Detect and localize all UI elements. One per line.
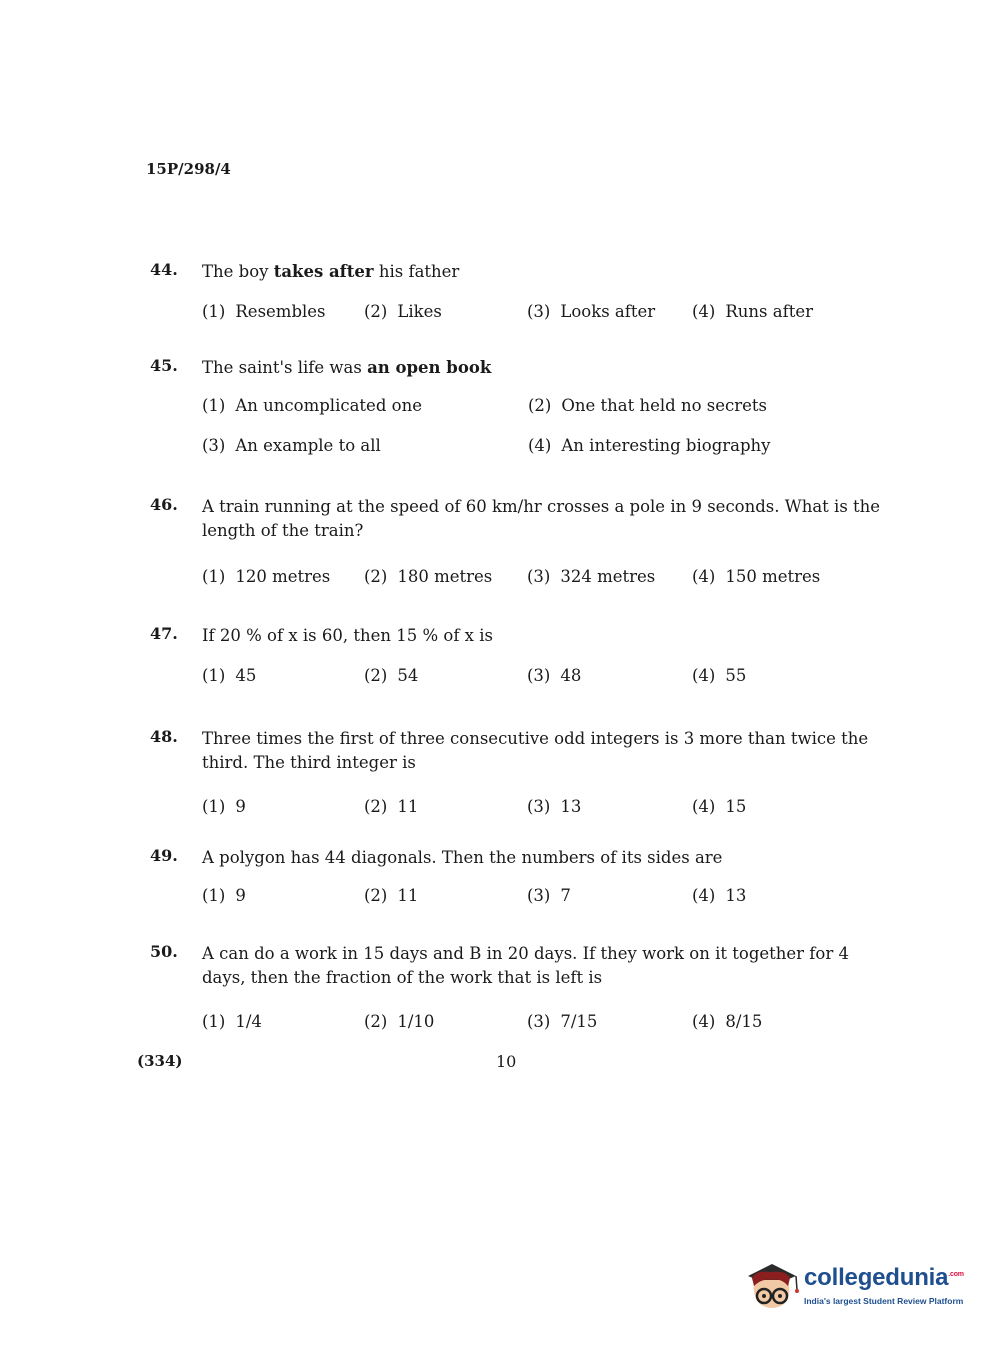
question-text bbox=[202, 727, 885, 775]
option-number: (4) bbox=[528, 436, 552, 455]
option-number: (1) bbox=[202, 302, 226, 321]
option-number: (2) bbox=[364, 1012, 388, 1031]
option-2 bbox=[364, 886, 527, 905]
question-text-part: If 20 % of x is 60, then 15 % of x is bbox=[202, 626, 493, 645]
option-text: Resembles bbox=[235, 302, 326, 321]
option-number: (1) bbox=[202, 797, 226, 816]
option-text: An uncomplicated one bbox=[235, 396, 422, 415]
question-number: 44. bbox=[150, 260, 178, 279]
option-3 bbox=[527, 1012, 692, 1031]
options-row bbox=[202, 886, 862, 905]
option-2 bbox=[364, 567, 527, 586]
question-text-part: The boy bbox=[202, 262, 274, 281]
question-text-part: his father bbox=[373, 262, 460, 281]
option-number: (2) bbox=[364, 567, 388, 586]
question-number: 49. bbox=[150, 846, 178, 865]
question-number: 50. bbox=[150, 942, 178, 961]
option-2 bbox=[528, 396, 854, 415]
options-row bbox=[202, 436, 854, 455]
option-1 bbox=[202, 567, 364, 586]
question-text bbox=[202, 356, 885, 380]
option-number: (3) bbox=[527, 797, 551, 816]
option-2 bbox=[364, 302, 527, 321]
option-number: (4) bbox=[692, 1012, 716, 1031]
option-text: 11 bbox=[397, 886, 419, 905]
option-text: 15 bbox=[725, 797, 747, 816]
question-text-part: A can do a work in 15 days and B in 20 days. If they work on it together for 4 days, then the fraction of the work that is left is bbox=[202, 944, 849, 987]
option-3 bbox=[527, 567, 692, 586]
option-3 bbox=[527, 666, 692, 685]
option-text: 55 bbox=[725, 666, 747, 685]
option-1 bbox=[202, 396, 528, 415]
option-text: One that held no secrets bbox=[561, 396, 768, 415]
option-3 bbox=[527, 302, 692, 321]
question-row bbox=[150, 495, 885, 543]
option-text: 7 bbox=[560, 886, 571, 905]
question-number: 46. bbox=[150, 495, 178, 514]
option-3 bbox=[527, 886, 692, 905]
option-number: (4) bbox=[692, 302, 716, 321]
question-text bbox=[202, 260, 885, 284]
question-row bbox=[150, 356, 885, 380]
question-text-highlight: an open book bbox=[367, 358, 492, 377]
option-4 bbox=[692, 886, 862, 905]
option-1 bbox=[202, 797, 364, 816]
option-text: 1/4 bbox=[235, 1012, 262, 1031]
option-number: (4) bbox=[692, 886, 716, 905]
question-row bbox=[150, 260, 885, 284]
student-mascot-icon bbox=[742, 1256, 800, 1316]
option-1 bbox=[202, 1012, 364, 1031]
options-row bbox=[202, 1012, 862, 1031]
option-text: 1/10 bbox=[397, 1012, 435, 1031]
question-49 bbox=[150, 846, 885, 905]
options-row bbox=[202, 666, 862, 685]
question-48 bbox=[150, 727, 885, 816]
option-text: 9 bbox=[235, 886, 246, 905]
question-47 bbox=[150, 624, 885, 685]
option-number: (3) bbox=[202, 436, 226, 455]
question-text-part: A train running at the speed of 60 km/hr crosses a pole in 9 seconds. What is the length of the train? bbox=[202, 497, 881, 540]
option-text: 324 metres bbox=[560, 567, 656, 586]
option-number: (1) bbox=[202, 1012, 226, 1031]
option-1 bbox=[202, 886, 364, 905]
question-row bbox=[150, 624, 885, 648]
question-text-part: The saint's life was bbox=[202, 358, 368, 377]
option-1 bbox=[202, 302, 364, 321]
option-number: (1) bbox=[202, 886, 226, 905]
option-text: 48 bbox=[560, 666, 582, 685]
option-4 bbox=[692, 1012, 862, 1031]
option-1 bbox=[202, 666, 364, 685]
question-text bbox=[202, 495, 885, 543]
option-text: 150 metres bbox=[725, 567, 821, 586]
option-text: 9 bbox=[235, 797, 246, 816]
option-4 bbox=[528, 436, 854, 455]
option-number: (3) bbox=[527, 567, 551, 586]
question-number: 48. bbox=[150, 727, 178, 746]
option-number: (2) bbox=[364, 666, 388, 685]
option-number: (2) bbox=[364, 302, 388, 321]
page-number: 10 bbox=[496, 1052, 517, 1071]
option-text: 180 metres bbox=[397, 567, 493, 586]
option-text: 8/15 bbox=[725, 1012, 763, 1031]
option-number: (1) bbox=[202, 666, 226, 685]
logo-tagline: India's largest Student Review Platform bbox=[804, 1296, 964, 1306]
options-row bbox=[202, 302, 862, 321]
option-text: 120 metres bbox=[235, 567, 331, 586]
question-row bbox=[150, 942, 885, 990]
option-4 bbox=[692, 567, 862, 586]
option-number: (3) bbox=[527, 1012, 551, 1031]
question-text bbox=[202, 846, 885, 870]
question-text bbox=[202, 624, 885, 648]
paper-code: 15P/298/4 bbox=[146, 160, 231, 178]
option-number: (2) bbox=[364, 886, 388, 905]
option-text: Runs after bbox=[725, 302, 813, 321]
question-45 bbox=[150, 356, 885, 455]
question-50 bbox=[150, 942, 885, 1031]
option-text: 54 bbox=[397, 666, 419, 685]
question-row bbox=[150, 727, 885, 775]
footer-code: (334) bbox=[137, 1052, 183, 1070]
option-text: 7/15 bbox=[560, 1012, 598, 1031]
option-number: (2) bbox=[528, 396, 552, 415]
option-text: 11 bbox=[397, 797, 419, 816]
logo-wordmark: collegedunia$^{.com}$ bbox=[804, 1264, 964, 1291]
option-text: An example to all bbox=[235, 436, 381, 455]
option-text: 13 bbox=[725, 886, 747, 905]
option-2 bbox=[364, 666, 527, 685]
options-row bbox=[202, 797, 862, 816]
option-2 bbox=[364, 1012, 527, 1031]
option-number: (4) bbox=[692, 567, 716, 586]
option-number: (3) bbox=[527, 666, 551, 685]
option-number: (1) bbox=[202, 567, 226, 586]
option-4 bbox=[692, 797, 862, 816]
question-text-part: Three times the first of three consecutive odd integers is 3 more than twice the third. The third integer is bbox=[202, 729, 869, 772]
question-text-highlight: takes after bbox=[273, 262, 374, 281]
option-number: (2) bbox=[364, 797, 388, 816]
option-2 bbox=[364, 797, 527, 816]
option-text: An interesting biography bbox=[561, 436, 771, 455]
question-44 bbox=[150, 260, 885, 321]
options-row bbox=[202, 567, 862, 586]
option-4 bbox=[692, 302, 862, 321]
option-text: 45 bbox=[235, 666, 257, 685]
option-text: 13 bbox=[560, 797, 582, 816]
question-number: 45. bbox=[150, 356, 178, 375]
option-number: (4) bbox=[692, 666, 716, 685]
option-number: (3) bbox=[527, 302, 551, 321]
option-4 bbox=[692, 666, 862, 685]
option-3 bbox=[527, 797, 692, 816]
question-text-part: A polygon has 44 diagonals. Then the numbers of its sides are bbox=[202, 848, 723, 867]
question-row bbox=[150, 846, 885, 870]
option-3 bbox=[202, 436, 528, 455]
question-46 bbox=[150, 495, 885, 586]
collegedunia-logo bbox=[742, 1256, 972, 1316]
question-text bbox=[202, 942, 885, 990]
option-text: Looks after bbox=[560, 302, 656, 321]
option-number: (1) bbox=[202, 396, 226, 415]
option-number: (4) bbox=[692, 797, 716, 816]
option-number: (3) bbox=[527, 886, 551, 905]
question-number: 47. bbox=[150, 624, 178, 643]
option-text: Likes bbox=[397, 302, 442, 321]
options-row bbox=[202, 396, 854, 415]
